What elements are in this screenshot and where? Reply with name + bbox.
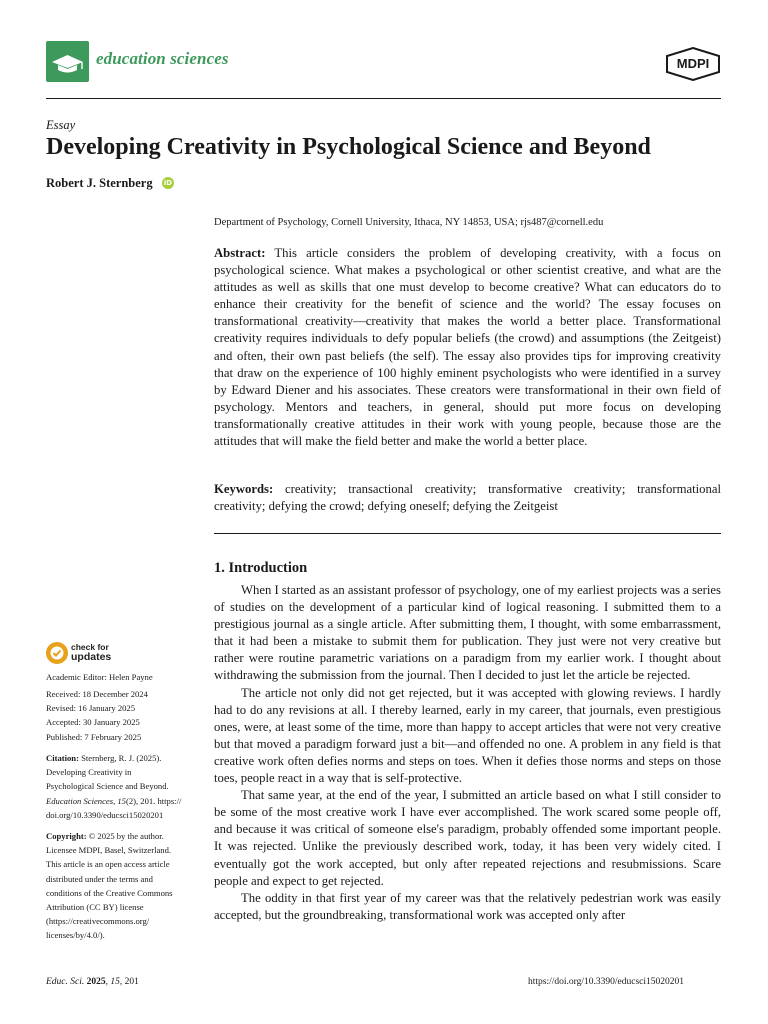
sidebar-dates [46,687,206,744]
check-for-updates-badge[interactable] [46,642,126,666]
accepted-date: Accepted: 30 January 2025 [46,717,140,728]
sidebar-editor [46,670,206,684]
journal-name[interactable]: education sciences [96,49,229,68]
abstract-label: Abstract: [214,246,266,260]
paragraph: The article not only did not get rejected, but it was accepted with glowing reviews. I hardly had to do any revisions at all. I thereby learned, early in my career, that journals, even prestigious ones, were, at least some of the time, more than happy to accept articles that were not very creative but that moved a paradigm forward just a bit—and offended no one. A problem in any field is that creative work often defies norms and steps on toes. When it defies those norms and steps on those toes, people react in a way that is self-protective. [214,685,721,786]
citation-https[interactable]: https:// [157,795,182,806]
abstract-text: This article considers the problem of developing creativity, with a focus on psychological science. What makes a psychological or other scientist creative, and what are the attitudes as well as skills that one must develop to become creative? What can educators do to enhance their creativity for the benefit of science and the world? The essay focuses on transformational creativity—creativity that makes the world a better place. Transformational creativity requires individuals to defy popular beliefs (the crowd) and assumptions (the Zeitgeist) and often, their own past beliefs (the self). The essay also provides tips for improving creativity that draw on the experience of 100 highly eminent psychologists who were identified in a survey by Edward Diener and his associates. These creators were transformational in their own field of psychology. Mentors and teachers, in general, should put more focus on developing transformationally creative attitudes in their work with young people, because those are the attitudes that will make the field better and make the world a better place. [214,246,721,449]
journal-logo [46,41,89,82]
revised-date: Revised: 16 January 2025 [46,703,136,714]
keywords-label: Keywords: [214,482,274,496]
footer-volume: 15 [110,977,120,987]
paragraph: When I started as an assistant professor of psychology, one of my earliest projects was a series of studies on the development of a particular kind of logical reasoning. I submitted them to a prestigious journal as a single article. After submitting them, I thought, with some embarrassment, that it had been a mistake to submit them for publication. They just were not very creative but rather were routine parametric variations on a paradigm from my earlier work. I thought about withdrawing the submission from the journal. Then I decided to just let the article be rejected. [214,583,721,683]
academic-editor: Academic Editor: Helen Payne [46,672,153,682]
published-date: Published: 7 February 2025 [46,731,142,742]
citation-rest: (2), 201. [125,795,156,806]
body-text [214,582,721,924]
check-updates-line2: updates [71,651,112,663]
footer-article-no: , 201 [119,977,139,987]
sidebar-copyright [46,829,206,943]
footer-journal-abbrev: Educ. Sci. [46,977,85,987]
mdpi-logo-text: MDPI [676,56,710,71]
copyright-line: distributed under the terms and [46,873,153,884]
footer-citation: Educ. Sci. 2025, 15, 201 [46,977,139,987]
citation-line2: Developing Creativity in [46,767,132,778]
article-type: Essay [46,118,76,132]
section-divider [214,533,721,534]
license-link[interactable]: licenses/by/4.0/). [46,930,105,941]
received-date: Received: 18 December 2024 [46,689,148,699]
copyright-line: This article is an open access article [46,859,170,870]
copyright-text: © 2025 by the author. [88,831,164,841]
checkmark-icon [46,642,68,664]
check-updates-line1: check for [71,642,109,652]
paragraph: That same year, at the end of the year, I submitted an article based on what I still consider to be some of the most creative work I have ever accomplished. The work scared some people off, and because it was critical of someone else's paradigm, probably offended some important people. It was rejected. Unlike the previously described work, today, it has been very widely cited. I eventually got the work accepted, but only after repeated rejections and resubmissions. Scare people and expect to get rejected. [214,788,721,888]
keywords [214,481,721,515]
sidebar-citation [46,751,206,822]
author-name[interactable]: Robert J. Sternberg [46,176,153,190]
abstract [214,245,721,450]
footer-year: 2025 [86,977,106,987]
copyright-label: Copyright: [46,831,87,841]
affiliation: Department of Psychology, Cornell University, Ithaca, NY 14853, USA; rjs487@cornell.edu [214,217,604,228]
graduation-cap-icon [46,41,89,82]
footer-doi-link[interactable]: https://doi.org/10.3390/educsci15020201 [528,977,685,987]
article-title: Developing Creativity in Psychological Science and Beyond [46,134,651,160]
citation-doi-link[interactable]: doi.org/10.3390/educsci15020201 [46,809,164,820]
orcid-icon[interactable]: iD [163,179,173,187]
keywords-text: creativity; transactional creativity; transformative creativity; transformational creativity; defying the crowd; defying oneself; defying the Zeitgeist [214,482,721,514]
header-rule [46,98,721,99]
mdpi-logo[interactable] [665,47,721,81]
copyright-line: Attribution (CC BY) license [46,902,144,913]
citation-line3: Psychological Science and Beyond. [46,781,169,792]
license-link[interactable]: (https://creativecommons.org/ [46,916,150,927]
citation-line1: Sternberg, R. J. (2025). [81,753,162,763]
copyright-line: Licensee MDPI, Basel, Switzerland. [46,845,172,856]
paragraph: The oddity in that first year of my career was that the relatively pedestrian work was easily accepted, but the groundbreaking, transformational work was accepted only after [214,890,721,922]
citation-volume: , 15 [113,795,126,806]
copyright-line: conditions of the Creative Commons [46,887,173,898]
section-heading: 1. Introduction [214,560,308,576]
citation-label: Citation: [46,753,79,763]
citation-journal: Education Sciences [46,795,114,806]
